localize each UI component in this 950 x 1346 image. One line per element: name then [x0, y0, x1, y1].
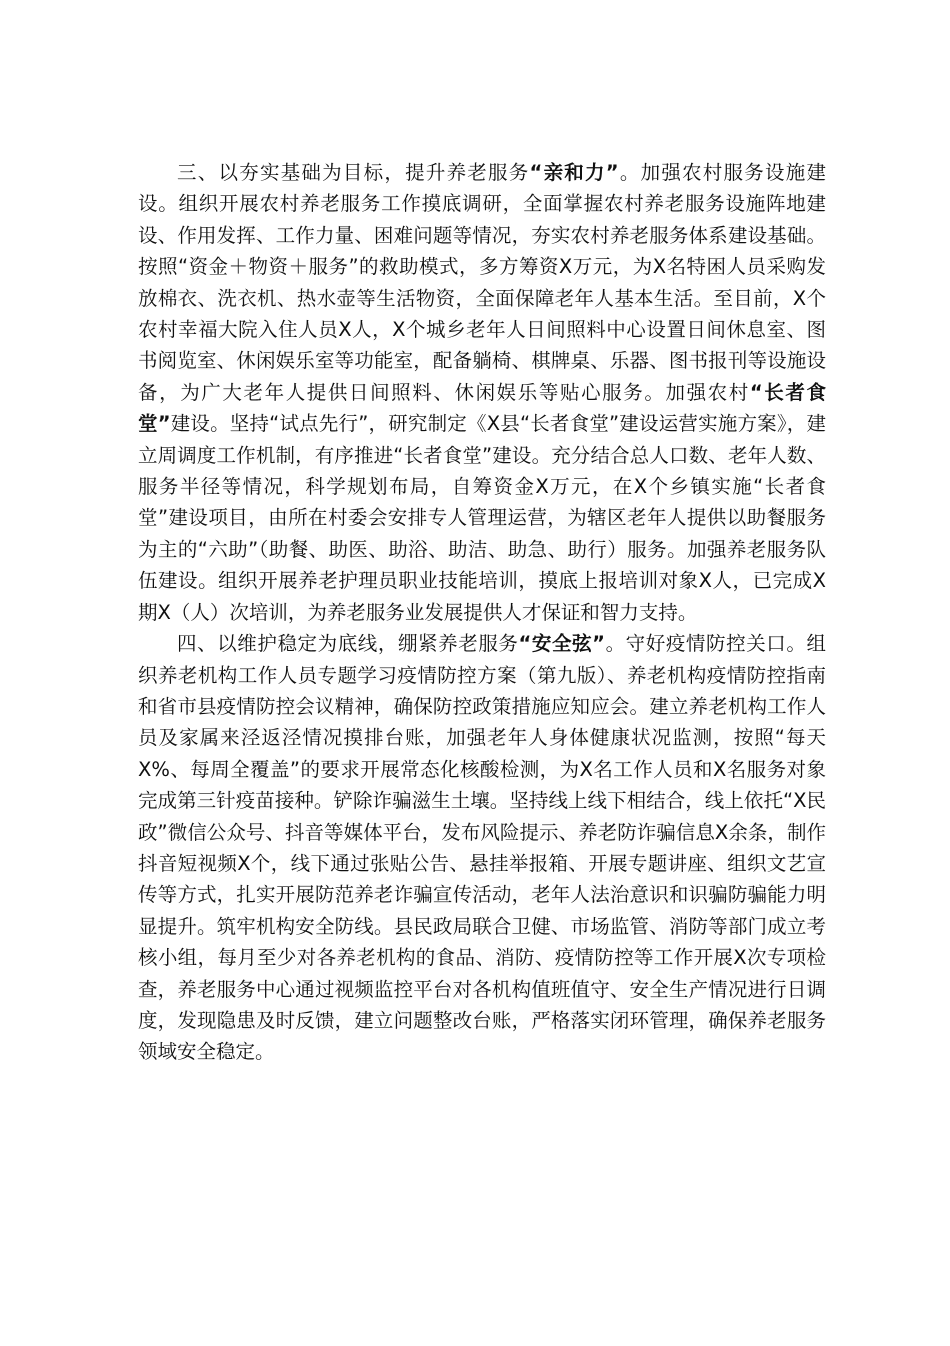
paragraph-section-three [138, 157, 826, 628]
paragraph-section-four [138, 628, 826, 1068]
section-four-body: 守好疫情防控关口。组织养老机构工作人员专题学习疫情防控方案（第九版）、养老机构疫情防控指南和省市县疫情防控会议精神，确保防控政策措施应知应会。建立养老机构工作人员及家属来泾返泾情况摸排台账，加强老年人身体健康状况监测，按照“每天X%、每周全覆盖”的要求开展常态化核酸检测，为X名工作人员和X名服务对象完成第三针疫苗接种。铲除诈骗滋生土壤。坚持线上线下相结合，线上依托“X民政”微信公众号、抖音等媒体平台，发布风险提示、养老防诈骗信息X余条，制作抖音短视频X个，线下通过张贴公告、悬挂举报箱、开展专题讲座、组织文艺宣传等方式，扎实开展防范养老诈骗宣传活动，老年人法治意识和识骗防骗能力明显提升。筑牢机构安全防线。县民政局联合卫健、市场监管、消防等部门成立考核小组，每月至少对各养老机构的食品、消防、疫情防控等工作开展X次专项检查，养老服务中心通过视频监控平台对各机构值班值守、安全生产情况进行日调度，发现隐患及时反馈，建立问题整改台账，严格落实闭环管理，确保养老服务领域安全稳定。 [138, 632, 826, 1064]
section-three-body-tail: 建设。坚持“试点先行”，研究制定《X县“长者食堂”建设运营实施方案》，建立周调度工作机制，有序推进“长者食堂”建设。充分结合总人口数、老年人数、服务半径等情况，科学规划布局，自筹资金X万元，在X个乡镇实施“长者食堂”建设项目，由所在村委会安排专人管理运营，为辖区老年人提供以助餐服务为主的“六助”（助餐、助医、助浴、助洁、助急、助行）服务。加强养老服务队伍建设。组织开展养老护理员职业技能培训，摸底上报培训对象X人，已完成X期X（人）次培训，为养老服务业发展提供人才保证和智力支持。 [138, 412, 826, 624]
section-four-heading-lead: 四、以维护稳定为底线，绷紧养老服务 [177, 632, 519, 656]
section-three-heading-lead: 三、以夯实基础为目标，提升养老服务 [177, 161, 530, 184]
section-three-body: 加强农村服务设施建设。组织开展农村养老服务工作摸底调研，全面掌握农村养老服务设施阵地建设、作用发挥、工作力量、困难问题等情况，夯实农村养老服务体系建设基础。按照“资金＋物资＋服务”的救助模式，多方筹资X万元，为X名特困人员采购发放棉衣、洗衣机、热水壶等生活物资，全面保障老年人基本生活。至目前，X个农村幸福大院入住人员X人，X个城乡老年人日间照料中心设置日间休息室、图书阅览室、休闲娱乐室等功能室，配备躺椅、棋牌桌、乐器、图书报刊等设施设备，为广大老年人提供日间照料、休闲娱乐等贴心服务。加强农村 [138, 161, 826, 404]
section-three-body-emphasis: “长者食堂” [138, 380, 826, 436]
section-three-heading-tail: 。 [618, 161, 641, 184]
section-four-heading-emphasis: “安全弦” [518, 632, 605, 656]
section-three-heading-emphasis: “亲和力” [529, 161, 619, 184]
section-four-heading-tail: 。 [604, 632, 626, 656]
document-body [138, 157, 826, 1068]
